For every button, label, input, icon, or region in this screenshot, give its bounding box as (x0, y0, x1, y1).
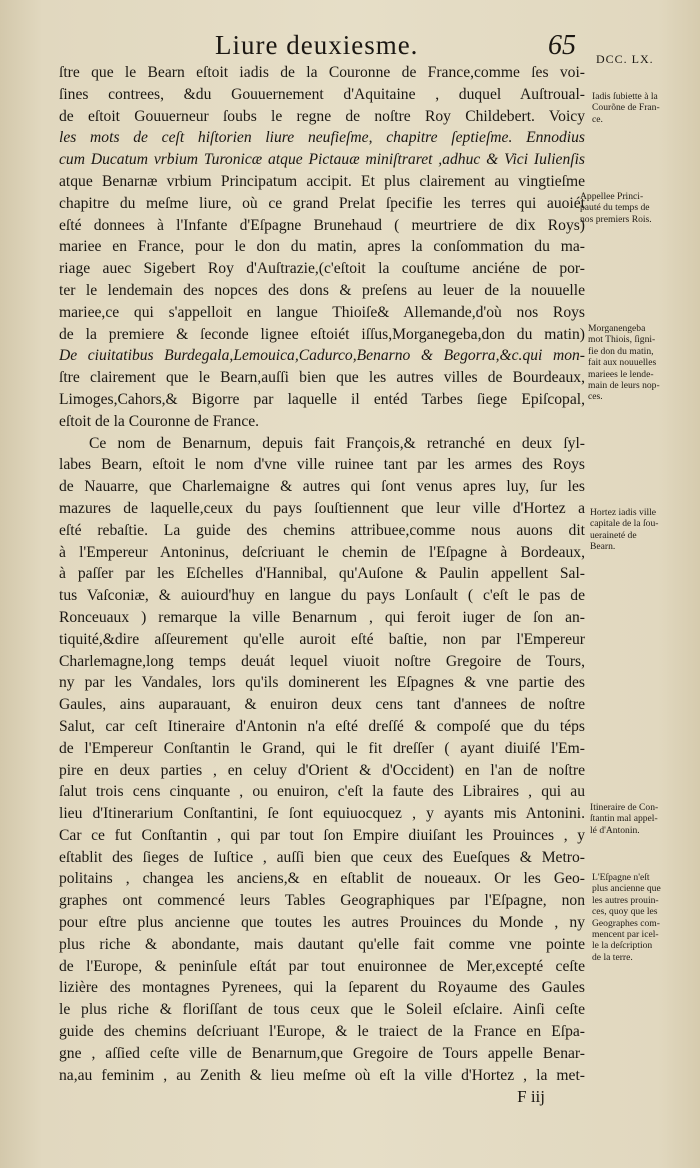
margin-note-line: ueraineté de (590, 529, 637, 541)
text-line: Ce nom de Benarnum, depuis fait François,& retranché en deux ſyl- (89, 434, 585, 452)
margin-note-line: main de leurs nop- (588, 380, 660, 392)
margin-note-line: ces. (588, 391, 603, 403)
margin-note-line: Appellee Princi- (580, 191, 644, 202)
text-line: le plus riche & floriſſant de tous ceux que le Soleil eſclaire. Ainſi ceſte (59, 1001, 585, 1019)
margin-note-line: le la deſcription (592, 940, 653, 952)
text-line: Ronceuaux ) remarque la ville Benarnum , qui feroit iuger de ſon an- (59, 608, 585, 626)
running-title: Liure deuxiesme. (215, 30, 419, 60)
margin-note-line: ſtantin mal appel- (590, 813, 658, 825)
text-line: Charlemagne,long temps deuát lequel viuoit noſtre Gregoire de Tours, (59, 652, 585, 670)
margin-note-line: ce. (592, 113, 603, 125)
page-number: 65 (548, 30, 576, 61)
text-line: ny par les Vandales, lors qu'ils dominerent les Eſpagnes & vne partie des (59, 674, 585, 692)
text-line: eſté donnees à l'Infante d'Eſpagne Brunehaud ( meurtriere de dix Roys) (59, 216, 585, 234)
margin-note-line: L'Eſpagne n'eſt (592, 872, 650, 883)
text-line: pour eſtre plus ancienne que toutes les autres Prouinces du Monde , ny (59, 914, 585, 932)
text-line: politains , changea les anciens,& en eſtablit de noueaux. Or les Geo- (59, 870, 585, 888)
margin-note-line: Geographes com- (592, 917, 660, 929)
margin-note (590, 802, 658, 836)
text-line: ſalut trois cens cinquante , ou enuiron, c'eſt la faute des Libraires , qui au (59, 783, 585, 801)
text-line: Salut, car ceſt Itineraire d'Antonin n'a eſté dreſſé & compoſé que du téps (59, 717, 585, 735)
margin-note-line: Itineraire de Con- (590, 802, 659, 813)
text-line: mariee en France, pour le don du matin, apres la conſommation du ma- (59, 238, 585, 256)
margin-note-line: nos premiers Rois. (580, 213, 652, 225)
margin-note (592, 872, 661, 963)
main-text (59, 62, 585, 1108)
text-line: à l'Empereur Antoninus, deſcriuant le chemin de l'Eſpagne à Bordeaux, (59, 543, 585, 561)
text-line: Car ce fut Conſtantin , qui par tout ſon Empire diuiſant les Prouinces , y (59, 826, 585, 844)
text-line: lieu d'Itinerarium Conſtantini, ſe ſont equiuocquez , y ayants mis Antonini. (59, 805, 585, 823)
text-line: pire en deux parties , en celuy d'Orient & d'Occident) en l'an de noſtre (59, 761, 585, 779)
text-line: ſtre que le Bearn eſtoit iadis de la Couronne de France,comme ſes voi- (59, 64, 585, 81)
margin-note-line: mencent par icel- (592, 929, 659, 941)
text-line: riage auec Sigebert Roy d'Auſtrazie,(c'eſtoit la couſtume anciéne de por- (59, 260, 585, 278)
text-line: na,au feminim , au Zenith & lieu meſme où eſt la ville d'Hortez , la met- (59, 1066, 585, 1084)
text-line: tiquité,&dire aſſeurement qu'elle auroit eſté baſtie, non par l'Empereur (59, 630, 585, 648)
text-line: atque Benarnæ vrbium Principatum accipit. Et plus clairement au vingtieſme (59, 172, 585, 190)
margin-note-line: mot Thiois, ſigni- (588, 334, 656, 346)
text-line: lizière des montagnes Pyrenees, qui la ſeparent du Royaume des Gaules (59, 979, 585, 997)
text-line: chapitre du meſme liure, où ce grand Prelat ſpecifie les terres qui auoiét (59, 194, 585, 212)
text-line: Gaules, ains auparauant, & enuiron deux cens tant d'annees de noſtre (59, 696, 585, 714)
margin-note (588, 323, 660, 403)
year-heading: DCC. LX. (596, 52, 654, 66)
text-line: De ciuitatibus Burdegala,Lemouica,Cadurco,Benarno & Begorra,&c.qui mon- (59, 347, 585, 365)
text-line: mariee,ce qui s'appelloit en langue Thioiſe& Allemande,d'où nos Roys (59, 303, 585, 321)
margin-note-line: mariees le lende- (588, 368, 654, 380)
text-line: de l'Empereur Conſtantin le Grand, qui le fit dreſſer ( ayant diuiſé l'Em- (59, 739, 585, 757)
text-line: de eſtoit Gouuerneur ſoubs le regne de noſtre Roy Childebert. Voicy (59, 107, 585, 125)
margin-note-line: pauté du temps de (580, 202, 650, 214)
margin-note-line: fie don du matin, (588, 345, 654, 357)
margin-note (590, 507, 658, 553)
margin-note-line: ces, quoy que les (592, 906, 658, 918)
text-line: eſtablit des ſieges de Iuſtice , auſſi bien que ceux des Eueſques & Metro- (59, 848, 585, 866)
text-line: Limoges,Cahors,& Bigorre par laquelle il entéd Tarbes ſiege Epiſcopal, (59, 390, 585, 408)
margin-note-line: Morganengeba (588, 323, 646, 334)
text-line: cum Ducatum vrbium Turonicæ atque Pictauæ miniſtraret ,adhuc & Vici Iulienſis (59, 151, 585, 169)
text-line: eſtoit de la Couronne de France. (59, 412, 260, 430)
margin-note-line: Iadis ſubiette à la (592, 91, 658, 102)
margin-note-line: de la terre. (592, 951, 633, 963)
signature-mark: F iij (517, 1087, 545, 1107)
text-line: de Nauarre, que Charlemaigne & autres qui ſont venus apres luy, ſur les (59, 478, 585, 496)
text-line: guide des chemins deſcriuant l'Europe, & le traiect de la France en Eſpa- (59, 1023, 585, 1041)
margin-note-line: Courõne de Fran- (592, 102, 660, 114)
text-line: de l'Europe, & peninſule eſtát par tout enuironnee de Mer,excepté ceſte (59, 957, 585, 975)
text-line: gne , aſſied ceſte ville de Benarnum,que Gregoire de Tours appelle Benar- (59, 1044, 585, 1062)
text-line: eſté rebaſtie. La guide des chemins attribuee,comme nous auons dit (59, 521, 585, 539)
margin-note (580, 191, 652, 225)
margin-note-line: lé d'Antonin. (590, 824, 640, 836)
text-line: graphes ont commencé leurs Tables Geographiques par l'Eſpagne, non (59, 892, 585, 910)
text-line: de la premiere & ſeconde lignee eſtoiét iſſus,Morganegeba,don du matin) (59, 325, 585, 343)
margin-note-line: les autres prouin- (592, 894, 659, 906)
text-line: ſtre clairement que le Bearn,auſſi bien que les autres villes de Bourdeaux, (59, 369, 585, 387)
text-line: plus riche & abondante, mais dautant qu'elle fait comme vne pointe (59, 935, 585, 953)
text-line: mazures de laquelle,ceux du pays ſouſtiennent que leur ville d'Hortez a (59, 499, 585, 517)
margin-note-line: Bearn. (590, 541, 616, 553)
margin-note (592, 91, 660, 125)
margin-note-line: capitale de la ſou- (590, 518, 659, 530)
text-line: ſines contrees, &du Gouuernement d'Aquitaine , duquel Auſtroual- (59, 85, 585, 103)
text-line: les mots de ceſt hiſtorien liure neufieſme, chapitre ſeptieſme. Ennodius (59, 129, 585, 147)
margin-note-line: plus ancienne que (592, 883, 661, 895)
text-line: tus Vaſconiæ, & auiourd'huy en langue du pays Lonſault ( c'eſt le pas de (59, 587, 585, 605)
margin-note-line: Hortez iadis ville (590, 507, 657, 518)
text-line: labes Bearn, eſtoit le nom d'vne ville ruinee tant par les armes des Roys (59, 456, 585, 474)
margin-note-line: fait aux nouuelles (588, 357, 657, 369)
text-line: à paſſer par les Eſchelles d'Hannibal, qu'Auſone & Paulin appellent Sal- (59, 565, 585, 583)
text-line: ter le lendemain des nopces des dons & preſens au leuer de la nouuelle (59, 281, 585, 299)
